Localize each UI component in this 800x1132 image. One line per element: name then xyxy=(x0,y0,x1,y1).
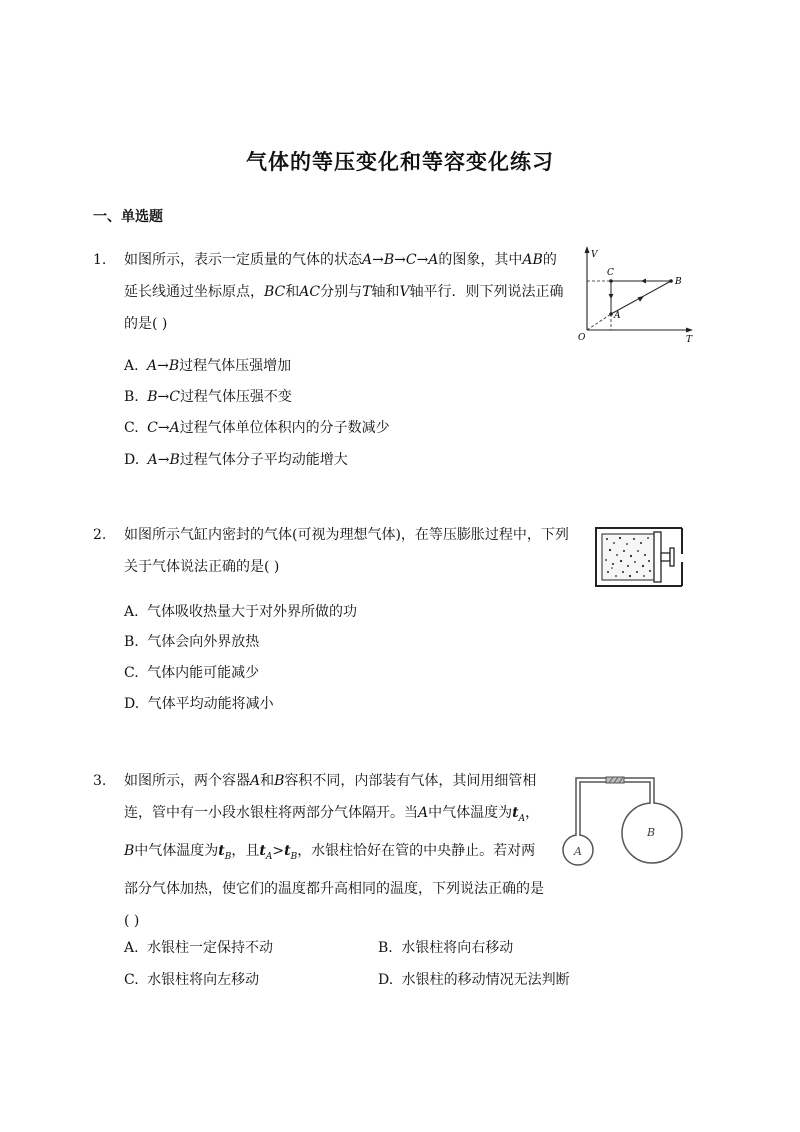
question-2-option-a[interactable]: A. 气体吸收热量大于对外界所做的功 xyxy=(124,604,358,620)
question-1-option-d[interactable]: D. A→B过程气体分子平均动能增大 xyxy=(124,452,348,468)
question-2-option-b[interactable]: B. 气体会向外界放热 xyxy=(124,634,260,650)
question-1-number: 1. xyxy=(93,252,107,268)
graph-label-b: B xyxy=(675,277,682,287)
question-1-option-c[interactable]: C. C→A过程气体单位体积内的分子数减少 xyxy=(124,420,390,436)
graph-label-origin: O xyxy=(578,333,586,342)
question-2-option-d[interactable]: D. 气体平均动能将减小 xyxy=(124,696,274,712)
section-heading: 一、单选题 xyxy=(93,209,163,225)
graph-label-v: V xyxy=(591,250,598,260)
piston xyxy=(654,532,661,582)
question-3-option-a[interactable]: A. 水银柱一定保持不动 xyxy=(124,940,274,956)
vt-graph-figure xyxy=(574,244,699,342)
question-1-stem: 如图所示，表示一定质量的气体的状态A→B→C→A的图象，其中AB的延长线通过坐标原点，BC和AC分别与T轴和V轴平行．则下列说法正确的是( ) xyxy=(124,252,564,332)
question-3-option-d[interactable]: D. 水银柱的移动情况无法判断 xyxy=(378,972,570,988)
question-2-option-c[interactable]: C. 气体内能可能减少 xyxy=(124,665,260,681)
question-1-option-b[interactable]: B. B→C过程气体压强不变 xyxy=(124,389,292,405)
cylinder-figure xyxy=(592,524,688,590)
question-2-number: 2. xyxy=(93,527,107,543)
question-3-option-b[interactable]: B. 水银柱将向右移动 xyxy=(378,940,514,956)
graph-label-a: A xyxy=(614,311,621,321)
page-title: 气体的等压变化和等容变化练习 xyxy=(246,150,554,174)
question-3-number: 3. xyxy=(93,773,107,789)
container-a-label: A xyxy=(574,845,582,858)
graph-label-t: T xyxy=(686,335,693,342)
container-b-label: B xyxy=(647,826,656,839)
question-1-option-a[interactable]: A. A→B过程气体压强增加 xyxy=(124,358,292,374)
graph-label-c: C xyxy=(607,268,614,278)
two-container-figure xyxy=(556,766,688,878)
question-3-option-c[interactable]: C. 水银柱将向左移动 xyxy=(124,972,260,988)
question-2-stem: 如图所示气缸内密封的气体(可视为理想气体)，在等压膨胀过程中，下列 关于气体说法正确的是( ) xyxy=(124,527,569,575)
question-3-stem: 如图所示，两个容器A和B容积不同，内部装有气体，其间用细管相连，管中有一小段水银柱将两部分气体隔开。当A中气体温度为$t_A$，B中气体温度为$t_B$，且$t_A>t_B$，水银柱恰好在管的中央静止。若对两部分气体加热，使它们的温度都升高相同的温度，下列说法正确的是( ) xyxy=(124,773,544,929)
